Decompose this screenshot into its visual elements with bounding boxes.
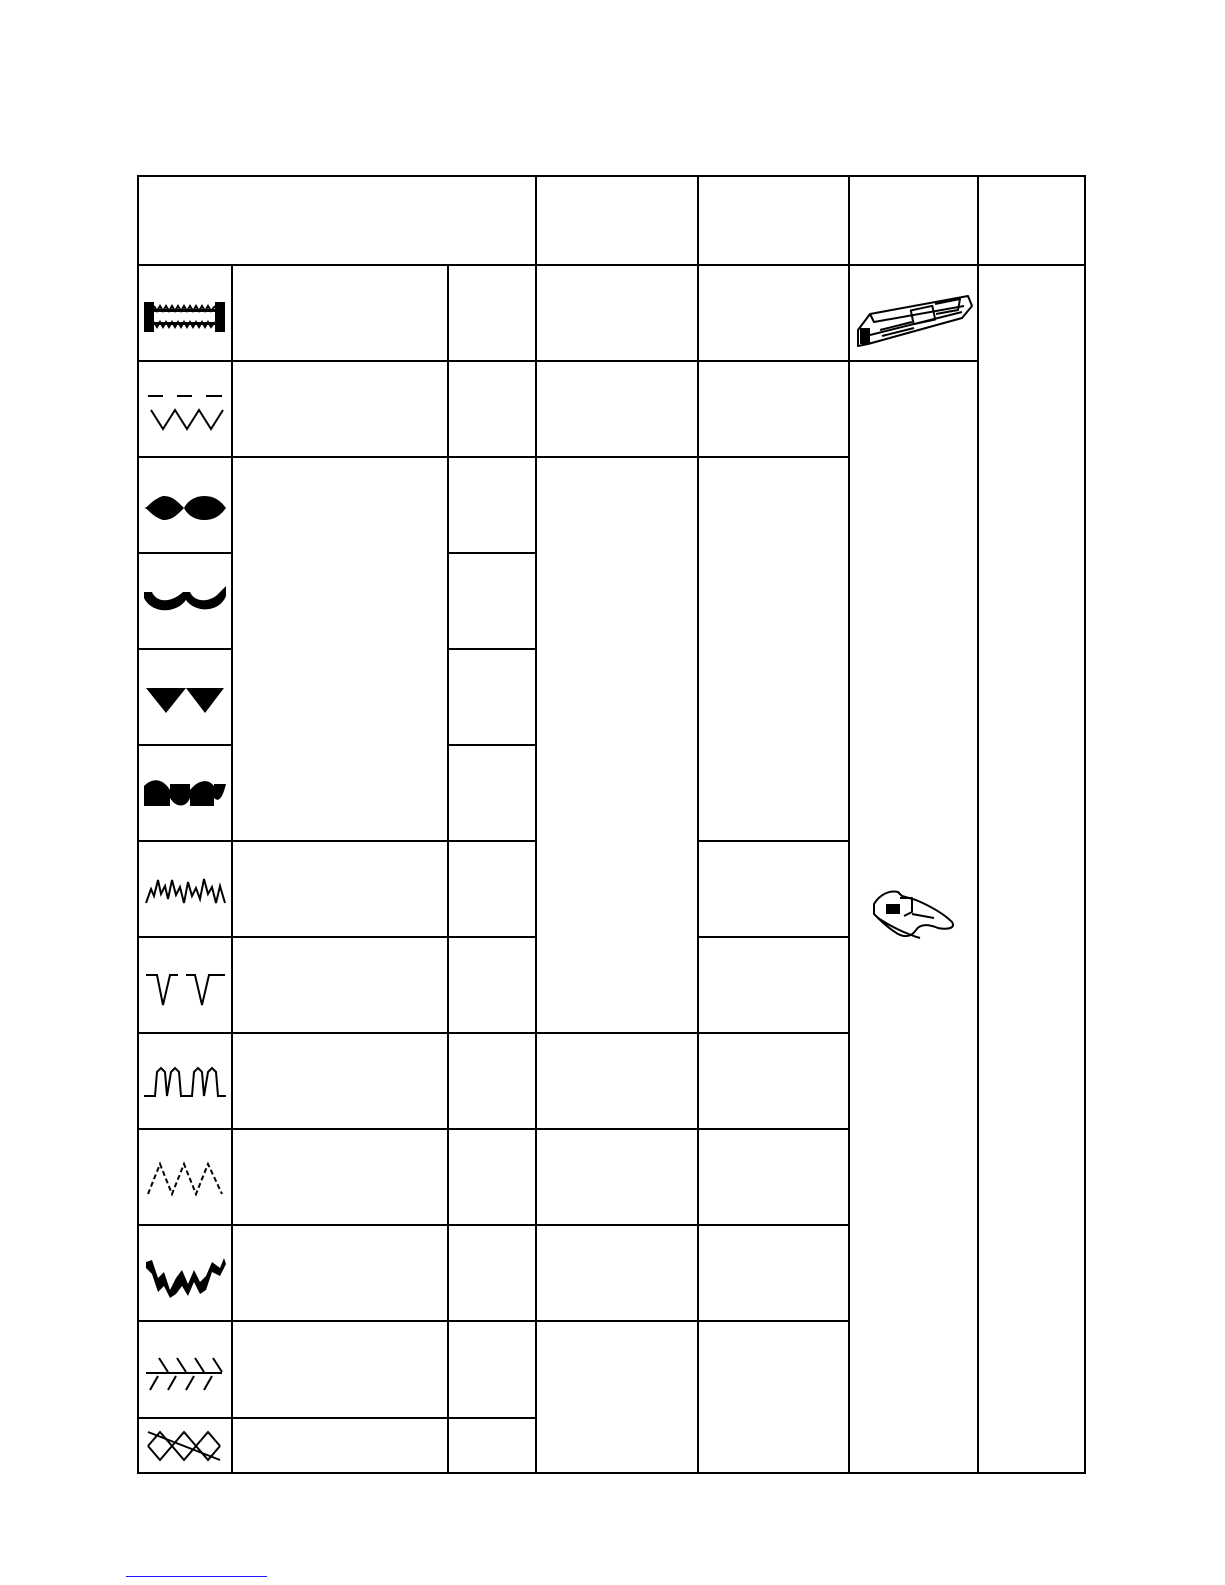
table-frame (138, 176, 1085, 1473)
cross-stitch-icon (148, 1432, 220, 1460)
zigzag-presser-foot-icon (874, 892, 953, 939)
satin-wave-stitch-icon (144, 780, 226, 806)
triple-zigzag-stitch-icon (148, 1164, 222, 1194)
satin-oval-stitch-icon (144, 496, 226, 520)
satin-triangle-stitch-icon (146, 688, 224, 713)
buttonhole-foot-icon (858, 296, 972, 346)
blind-hem-stitch-icon (146, 975, 225, 1005)
feather-stitch-icon (146, 1358, 222, 1390)
shell-edge-stitch-icon (146, 1258, 226, 1298)
bartack-stitch-icon (144, 302, 225, 332)
dashed-zigzag-stitch-icon (148, 396, 223, 429)
footer-link-underline[interactable] (126, 1576, 267, 1577)
square-wave-stitch-icon (144, 1068, 226, 1096)
multi-zigzag-stitch-icon (146, 879, 225, 903)
satin-scallop-stitch-icon (144, 586, 226, 610)
